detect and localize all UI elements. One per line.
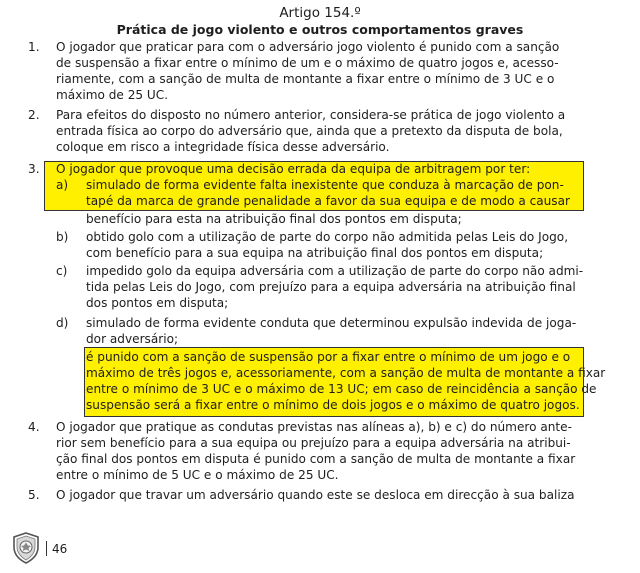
item-number: 5.	[28, 488, 40, 502]
sanction-line: máximo de três jogos e, acessoriamente, com a sanção de multa de montante a fixar	[86, 366, 606, 380]
subitem-letter: d)	[56, 316, 69, 330]
item-4-line: O jogador que pratique as condutas previstas nas alíneas a), b) e c) do número ante-	[56, 420, 572, 434]
item-3-line: O jogador que provoque uma decisão errada da equipa de arbitragem por ter:	[56, 162, 531, 176]
sanction-line: suspensão será a fixar entre o mínimo de dois jogos e o máximo de quatro jogos.	[86, 398, 580, 412]
subitem-a-line: benefício para esta na atribuição final dos pontos em disputa;	[86, 212, 462, 226]
item-number: 2.	[28, 108, 40, 122]
subitem-letter: b)	[56, 230, 69, 244]
item-number: 1.	[28, 40, 40, 54]
subitem-letter: a)	[56, 178, 69, 192]
item-2-line: coloque em risco a integridade física desse adversário.	[56, 140, 390, 154]
item-1-line: máximo de 25 UC.	[56, 88, 169, 102]
subitem-c-line: impedido golo da equipa adversária com a utilização de parte do corpo não admi-	[86, 264, 584, 278]
item-2-line: entrada física ao corpo do adversário que, ainda que a pretexto da disputa de bola,	[56, 124, 563, 138]
subitem-a-line: simulado de forma evidente falta inexistente que conduza à marcação de pon-	[86, 178, 564, 192]
article-title: Artigo 154.º	[279, 5, 361, 21]
subitem-d-line: simulado de forma evidente conduta que determinou expulsão indevida de joga-	[86, 316, 577, 330]
page-number: 46	[52, 542, 68, 556]
item-5-line: O jogador que travar um adversário quando este se desloca em direcção à sua baliza	[56, 488, 575, 502]
item-2-line: Para efeitos do disposto no número anterior, considera-se prática de jogo violento a	[56, 108, 566, 122]
item-4-line: entre o mínimo de 5 UC e o máximo de 25 UC.	[56, 468, 339, 482]
item-1-line: riamente, com a sanção de multa de montante a fixar entre o mínimo de 3 UC e o	[56, 72, 555, 86]
sanction-line: entre o mínimo de 3 UC e o máximo de 13 UC; em caso de reincidência a sanção de	[86, 382, 597, 396]
item-number: 3.	[28, 162, 40, 176]
subitem-letter: c)	[56, 264, 68, 278]
footer-separator	[46, 541, 47, 556]
subitem-d-line: dor adversário;	[86, 332, 179, 346]
item-number: 4.	[28, 420, 40, 434]
item-4-line: ção final dos pontos em disputa é punido com a sanção de multa de montante a fixar	[56, 452, 576, 466]
sanction-line: é punido com a sanção de suspensão por a fixar entre o mínimo de um jogo e o	[86, 350, 571, 364]
item-4-line: rior sem benefício para a sua equipa ou prejuízo para a equipa adversária na atribui-	[56, 436, 571, 450]
item-1-line: O jogador que praticar para com o adversário jogo violento é punido com a sanção	[56, 40, 560, 54]
article-subtitle: Prática de jogo violento e outros comportamentos graves	[116, 22, 524, 37]
subitem-c-line: dos pontos em disputa;	[86, 296, 229, 310]
item-1-line: de suspensão a fixar entre o mínimo de um e o máximo de quatro jogos e, acesso-	[56, 56, 559, 70]
subitem-c-line: tida pelas Leis do Jogo, com prejuízo para a equipa adversária na atribuição final	[86, 280, 576, 294]
subitem-a-line: tapé da marca de grande penalidade a favor da sua equipa e de modo a causar	[86, 194, 570, 208]
subitem-b-line: obtido golo com a utilização de parte do corpo não admitida pelas Leis do Jogo,	[86, 230, 569, 244]
shield-logo-icon	[12, 532, 40, 564]
subitem-b-line: com benefício para a sua equipa na atribuição final dos pontos em disputa;	[86, 246, 544, 260]
